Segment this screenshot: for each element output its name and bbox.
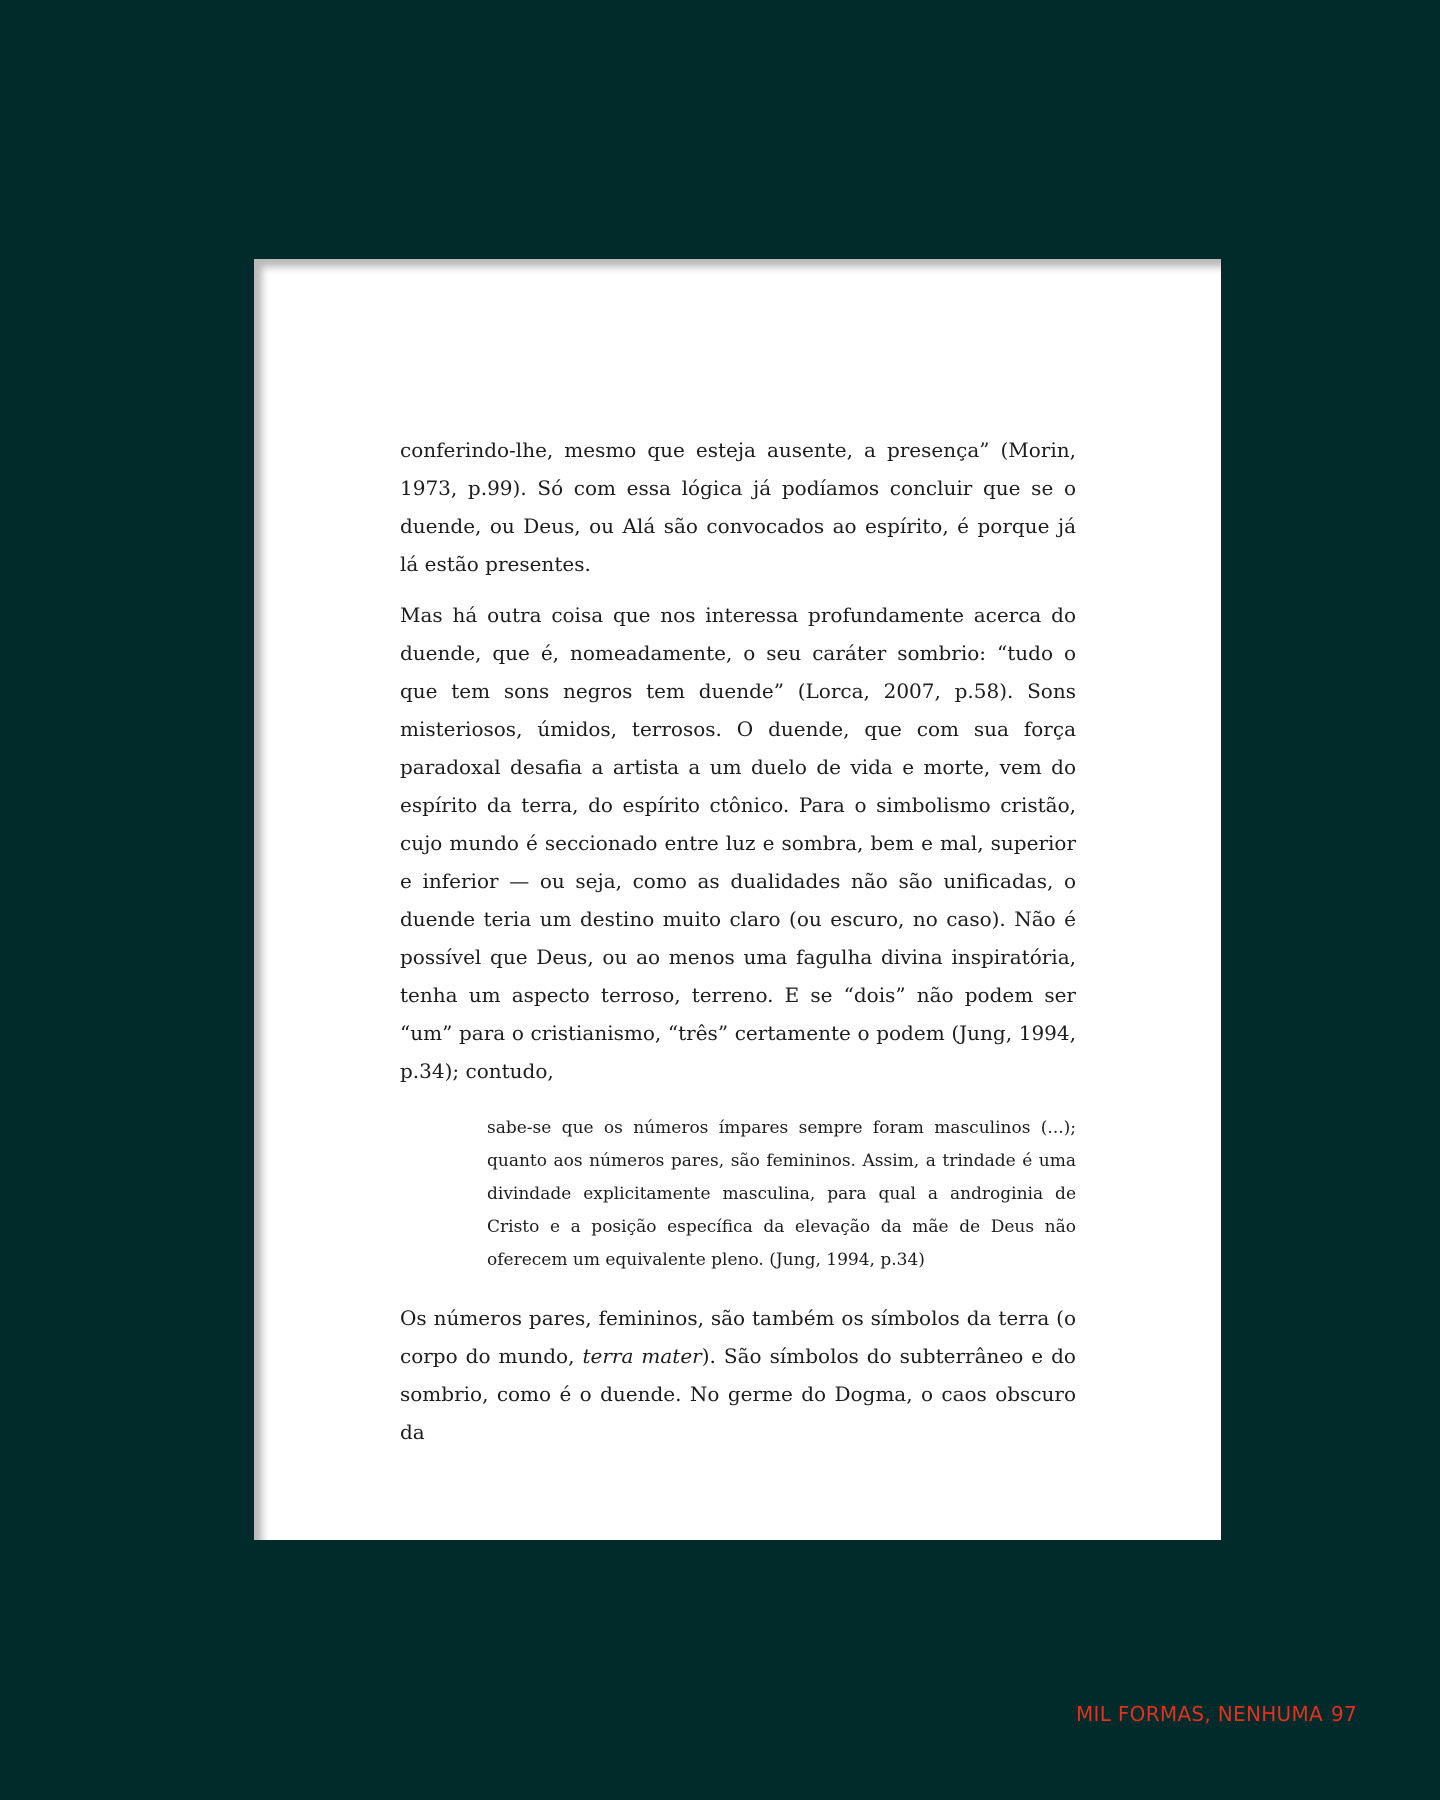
running-title: MIL FORMAS, NENHUMA — [1076, 1702, 1324, 1726]
paragraph-1: conferindo-lhe, mesmo que esteja ausente, a presença” (Morin, 1973, p.99). Só com essa lógica já podíamos concluir que se o duende, ou Deus, ou Alá são convocados ao espírito, é porque já lá estão presentes. — [400, 438, 1076, 576]
paragraph-3-part-2: ). São símbolos do subterrâneo e do sombrio, como é o duende. No germe do Dogma, o caos obscuro da — [400, 1344, 1076, 1444]
paragraph-3 — [400, 1299, 1076, 1451]
page-number: 97 — [1331, 1702, 1358, 1726]
page-footer — [1076, 1702, 1357, 1726]
book-page — [254, 259, 1221, 1540]
paragraph-3-italic-term: terra mater — [582, 1344, 702, 1368]
paragraph-2: Mas há outra coisa que nos interessa profundamente acerca do duende, que é, nomeadamente, o seu caráter sombrio: “tudo o que tem sons negros tem duende” (Lorca, 2007, p.58). Sons misteriosos, úmidos, terrosos. O duende, que com sua força paradoxal desafia a artista a um duelo de vida e morte, vem do espírito da terra, do espírito ctônico. Para o simbolismo cristão, cujo mundo é seccionado entre luz e sombra, bem e mal, superior e inferior — ou seja, como as dualidades não são unificadas, o duende teria um destino muito claro (ou escuro, no caso). Não é possível que Deus, ou ao menos uma fagulha divina inspiratória, tenha um aspecto terroso, terreno. E se “dois” não podem ser “um” para o cristianismo, “três” certamente o podem (Jung, 1994, p.34); contudo, — [400, 603, 1076, 1083]
block-quote: sabe-se que os números ímpares sempre foram masculinos (...); quanto aos números pares, são femininos. Assim, a trindade é uma divindade explicitamente masculina, para qual a androginia de Cristo e a posição específica da elevação da mãe de Deus não oferecem um equivalente pleno. (Jung, 1994, p.34) — [487, 1118, 1076, 1270]
body-text — [400, 431, 1076, 1451]
paragraph-3-part-1: Os números pares, femininos, são também os símbolos da terra (o corpo do mundo, — [400, 1306, 1076, 1368]
